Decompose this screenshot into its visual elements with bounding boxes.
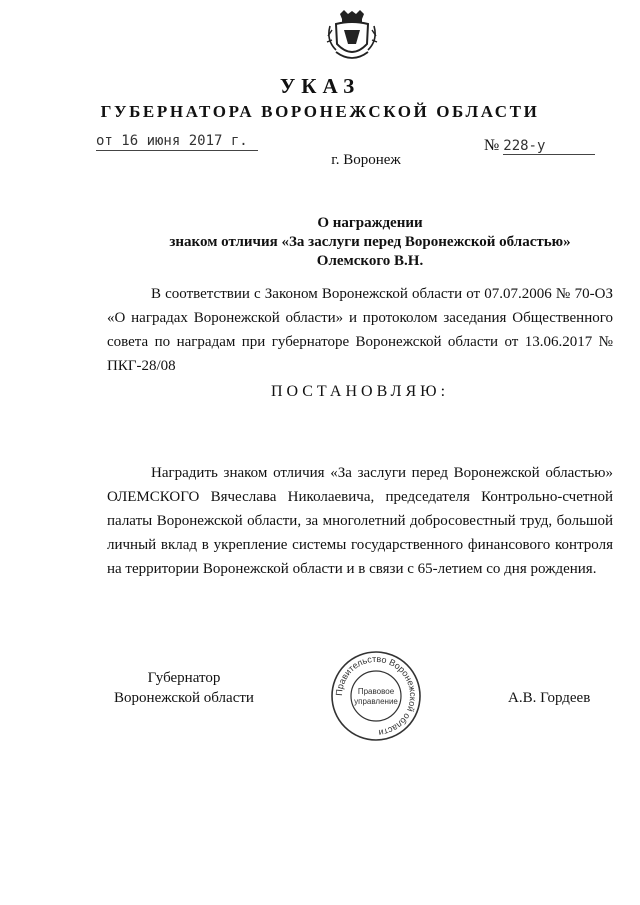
coat-of-arms-emblem xyxy=(326,10,378,66)
stamp-ring-text: Правительство Воронежской области xyxy=(333,653,419,738)
heading-line-2: знаком отличия «За заслуги перед Воронежской областью» xyxy=(169,234,571,250)
heading-line-1: О награждении xyxy=(317,215,423,231)
stamp-center-line-2: управление xyxy=(354,697,398,706)
decree-number: 228-у xyxy=(503,138,595,155)
body-paragraph: Наградить знаком отличия «За заслуги перед Воронежской областью» ОЛЕМСКОГО Вячеслава Николаевича, председателя Контрольно-счетной палаты Воронежской области, за многолетний добросовестный труд, большой личный вклад в укрепление системы государственного финансового контроля на территории Воронежской области и в связи с 65-летием со дня рождения. xyxy=(107,465,613,577)
signatory-position xyxy=(104,668,264,708)
heading-line-3: Олемского В.Н. xyxy=(316,253,424,269)
resolve-statement: ПОСТАНОВЛЯЮ: xyxy=(270,383,450,400)
stamp-center-line-1: Правовое xyxy=(357,687,395,696)
position-line-1: Губернатор xyxy=(147,670,221,686)
decree-title: УКАЗ xyxy=(279,74,361,98)
number-sign: № xyxy=(484,137,500,154)
city-label: г. Воронеж xyxy=(331,152,401,168)
preamble-paragraph: В соответствии с Законом Воронежской области от 07.07.2006 № 70-ОЗ «О наградах Воронежской области» и протоколом заседания Общественного совета по наградам при губернаторе Воронежской области от 13.06.2017 № ПКГ-28/08 xyxy=(107,286,613,374)
position-line-2: Воронежской области xyxy=(114,690,254,706)
decree-subtitle: ГУБЕРНАТОРА ВОРОНЕЖСКОЙ ОБЛАСТИ xyxy=(100,102,540,121)
decree-date: от 16 июня 2017 г. xyxy=(96,133,258,151)
signatory-name: А.В. Гордеев xyxy=(508,690,591,706)
official-stamp xyxy=(330,650,422,742)
